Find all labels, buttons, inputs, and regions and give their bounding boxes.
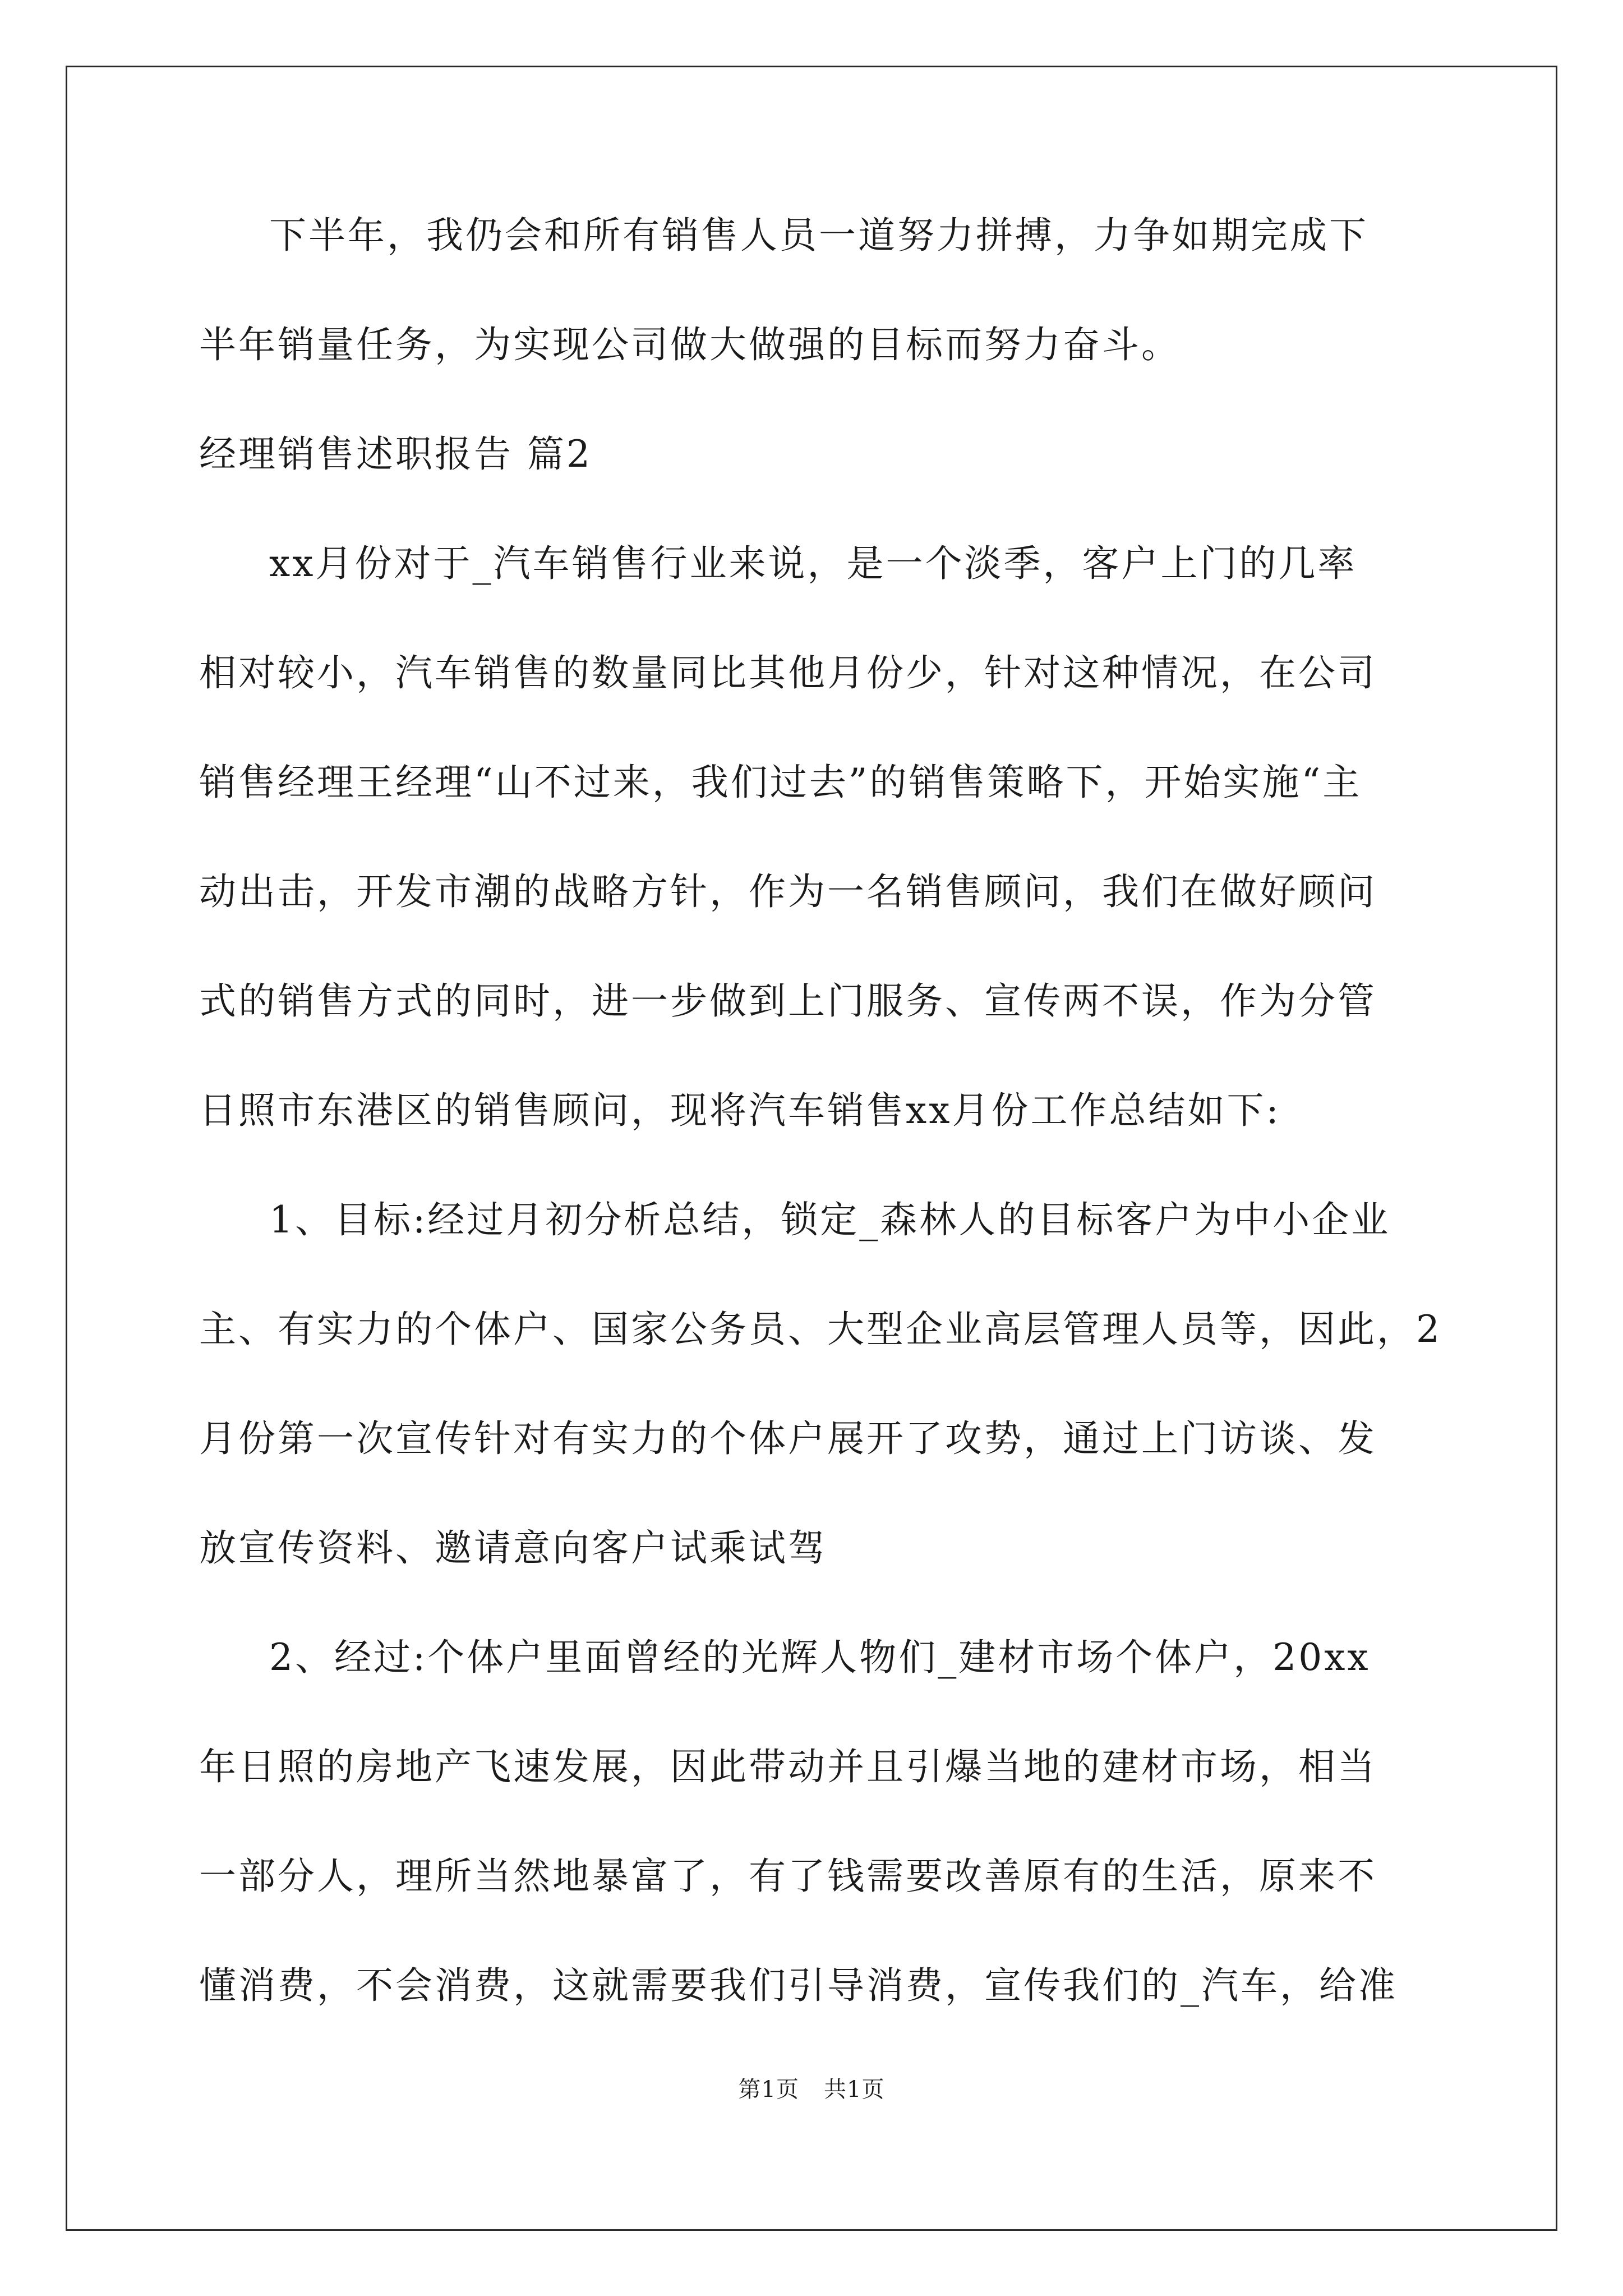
page-footer <box>0 2076 1623 2104</box>
paragraph-line: 主、有实力的个体户、国家公务员、大型企业高层管理人员等，因此，2 <box>199 1308 1442 1351</box>
paragraph-line: 一部分人，理所当然地暴富了，有了钱需要改善原有的生活，原来不 <box>199 1855 1377 1898</box>
paragraph-line: 月份第一次宣传针对有实力的个体户展开了攻势，通过上门访谈、发 <box>199 1417 1377 1460</box>
paragraph-line: 1、目标:经过月初分析总结，锁定_森林人的目标客户为中小企业 <box>269 1198 1391 1241</box>
page-number-total: 共1页 <box>824 2077 885 2102</box>
paragraph-line: 下半年，我仍会和所有销售人员一道努力拼搏，力争如期完成下 <box>269 214 1368 257</box>
paragraph-line: 式的销售方式的同时，进一步做到上门服务、宣传两不误，作为分管 <box>199 979 1377 1023</box>
section-heading: 经理销售述职报告 篇2 <box>199 432 592 476</box>
paragraph-line: 动出击，开发市潮的战略方针，作为一名销售顾问，我们在做好顾问 <box>199 870 1377 913</box>
paragraph-line: 半年销量任务，为实现公司做大做强的目标而努力奋斗。 <box>199 323 1181 366</box>
paragraph-line: 年日照的房地产飞速发展，因此带动并且引爆当地的建材市场，相当 <box>199 1745 1377 1788</box>
page-number-current: 第1页 <box>738 2077 799 2102</box>
paragraph-line: 懂消费，不会消费，这就需要我们引导消费，宣传我们的_汽车，给准 <box>199 1964 1398 2007</box>
paragraph-line: 2、经过:个体户里面曾经的光辉人物们_建材市场个体户，20xx <box>269 1636 1371 1679</box>
paragraph-line: 放宣传资料、邀请意向客户试乘试驾 <box>199 1526 827 1570</box>
paragraph-line: 销售经理王经理“山不过来，我们过去”的销售策略下，开始实施“主 <box>199 761 1362 804</box>
paragraph-line: 日照市东港区的销售顾问，现将汽车销售xx月份工作总结如下: <box>199 1089 1281 1132</box>
paragraph-line: xx月份对于_汽车销售行业来说，是一个淡季，客户上门的几率 <box>269 542 1357 585</box>
page-border <box>66 66 1557 2231</box>
paragraph-line: 相对较小，汽车销售的数量同比其他月份少，针对这种情况，在公司 <box>199 651 1377 694</box>
